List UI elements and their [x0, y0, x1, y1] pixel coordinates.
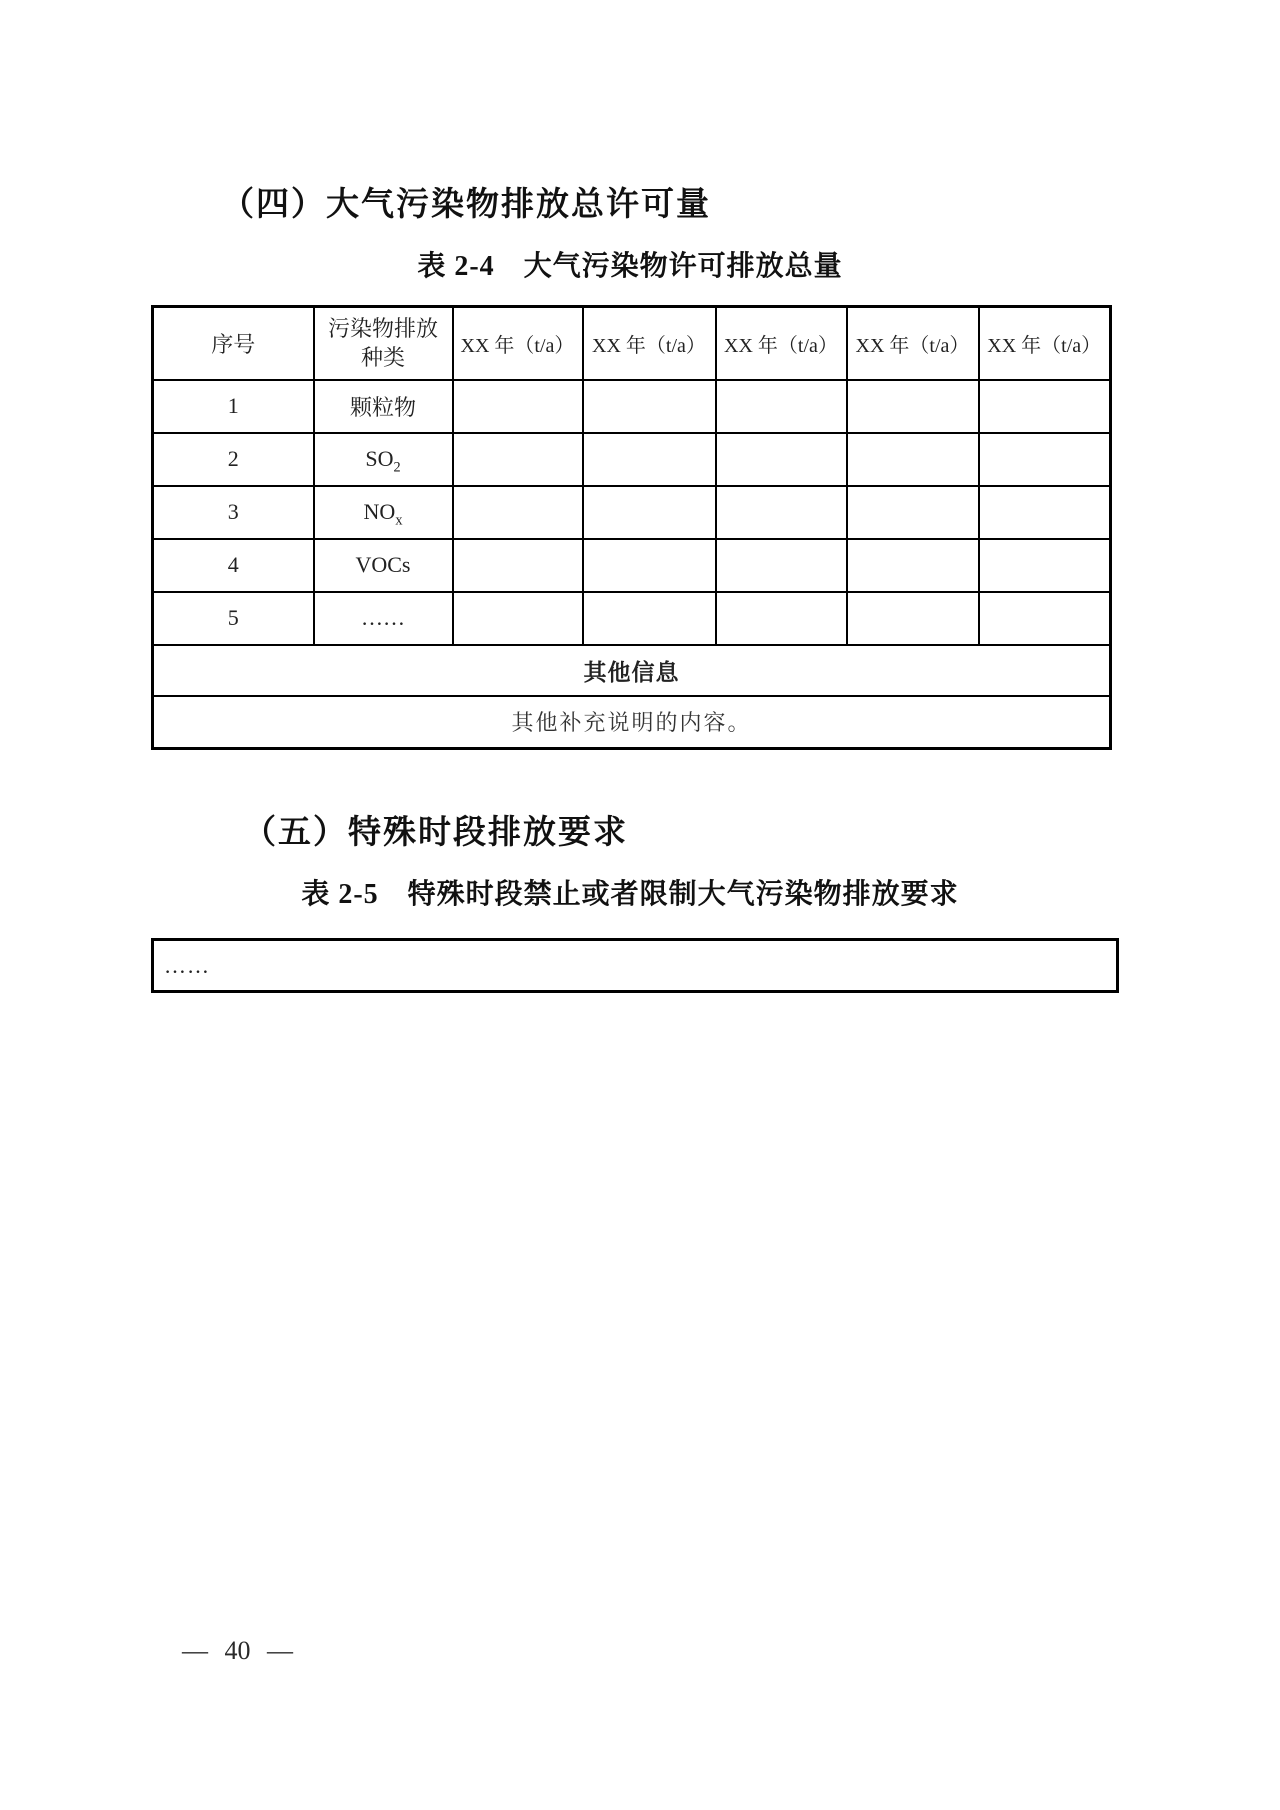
- year-header-label: XX 年（t/a）: [460, 334, 575, 357]
- empty-value-cell: [453, 433, 583, 486]
- other-info-header-cell: [153, 645, 1111, 696]
- empty-value-cell: [453, 486, 583, 539]
- row-seq-cell: [153, 592, 314, 645]
- header-cell-year-3: [716, 307, 847, 380]
- other-info-label: 其他信息: [583, 658, 680, 685]
- row-pollutant-cell: [314, 592, 453, 645]
- pollutant-subscript: 2: [393, 459, 401, 476]
- header-cell-year-2: [583, 307, 716, 380]
- row-pollutant-cell: [314, 539, 453, 592]
- table-row: [153, 433, 1111, 486]
- table-2-5-placeholder-box: [151, 938, 1119, 993]
- header-cell-seq: [153, 307, 314, 380]
- empty-value-cell: [716, 380, 847, 433]
- empty-value-cell: [583, 433, 716, 486]
- pollutant-name: NO: [363, 499, 396, 524]
- note-row: [153, 696, 1111, 749]
- row-pollutant-cell: [314, 433, 453, 486]
- row-number: 4: [227, 552, 239, 577]
- empty-value-cell: [453, 539, 583, 592]
- row-seq-cell: [153, 380, 314, 433]
- row-number: 2: [227, 446, 239, 471]
- empty-value-cell: [847, 486, 979, 539]
- empty-value-cell: [979, 539, 1111, 592]
- table-row: [153, 486, 1111, 539]
- other-info-row: [153, 645, 1111, 696]
- empty-value-cell: [847, 539, 979, 592]
- table-row: [153, 592, 1111, 645]
- section-4-heading: （四）大气污染物排放总许可量: [221, 187, 711, 223]
- empty-value-cell: [716, 433, 847, 486]
- row-seq-cell: [153, 486, 314, 539]
- empty-value-cell: [847, 592, 979, 645]
- table-2-4-caption: 表 2-4 大气污染物许可排放总量: [417, 251, 843, 282]
- table-row: [153, 539, 1111, 592]
- empty-value-cell: [847, 433, 979, 486]
- row-number: 5: [227, 605, 239, 630]
- header-cell-year-4: [847, 307, 979, 380]
- header-cell-year-1: [453, 307, 583, 380]
- row-seq-cell: [153, 539, 314, 592]
- row-seq-cell: [153, 433, 314, 486]
- pollutant-name: SO: [365, 446, 394, 471]
- year-header-label: XX 年（t/a）: [855, 334, 970, 357]
- header-cell-year-5: [979, 307, 1111, 380]
- empty-value-cell: [716, 592, 847, 645]
- row-pollutant-cell: [314, 380, 453, 433]
- table-row: [153, 380, 1111, 433]
- empty-value-cell: [979, 486, 1111, 539]
- header-cell-pollutant-type: [314, 307, 453, 380]
- page-number: — 40 —: [182, 1636, 293, 1665]
- pollutant-name: ……: [361, 605, 405, 630]
- empty-value-cell: [583, 486, 716, 539]
- header-type-line1: 污染物排放: [327, 315, 438, 341]
- row-pollutant-cell: [314, 486, 453, 539]
- empty-value-cell: [583, 539, 716, 592]
- empty-value-cell: [979, 380, 1111, 433]
- empty-value-cell: [583, 592, 716, 645]
- note-text: 其他补充说明的内容。: [511, 710, 752, 736]
- ellipsis-placeholder: ……: [164, 952, 210, 978]
- row-number: 1: [227, 393, 239, 418]
- pollutant-subscript: x: [395, 512, 403, 529]
- empty-value-cell: [979, 592, 1111, 645]
- table-2-4: [151, 305, 1112, 750]
- empty-value-cell: [979, 433, 1111, 486]
- year-header-label: XX 年（t/a）: [987, 334, 1102, 357]
- empty-value-cell: [716, 539, 847, 592]
- empty-value-cell: [716, 486, 847, 539]
- header-seq-label: 序号: [211, 331, 256, 357]
- table-header-row: [153, 307, 1111, 380]
- table-2-5-caption: 表 2-5 特殊时段禁止或者限制大气污染物排放要求: [301, 879, 959, 910]
- empty-value-cell: [583, 380, 716, 433]
- empty-value-cell: [847, 380, 979, 433]
- year-header-label: XX 年（t/a）: [724, 334, 838, 357]
- empty-value-cell: [453, 380, 583, 433]
- section-5-heading: （五）特殊时段排放要求: [243, 815, 628, 851]
- pollutant-name: VOCs: [355, 552, 411, 577]
- year-header-label: XX 年（t/a）: [592, 334, 706, 357]
- empty-value-cell: [453, 592, 583, 645]
- note-cell: [153, 696, 1111, 749]
- row-number: 3: [227, 499, 239, 524]
- header-type-line2: 种类: [360, 345, 405, 371]
- pollutant-name: 颗粒物: [349, 394, 416, 420]
